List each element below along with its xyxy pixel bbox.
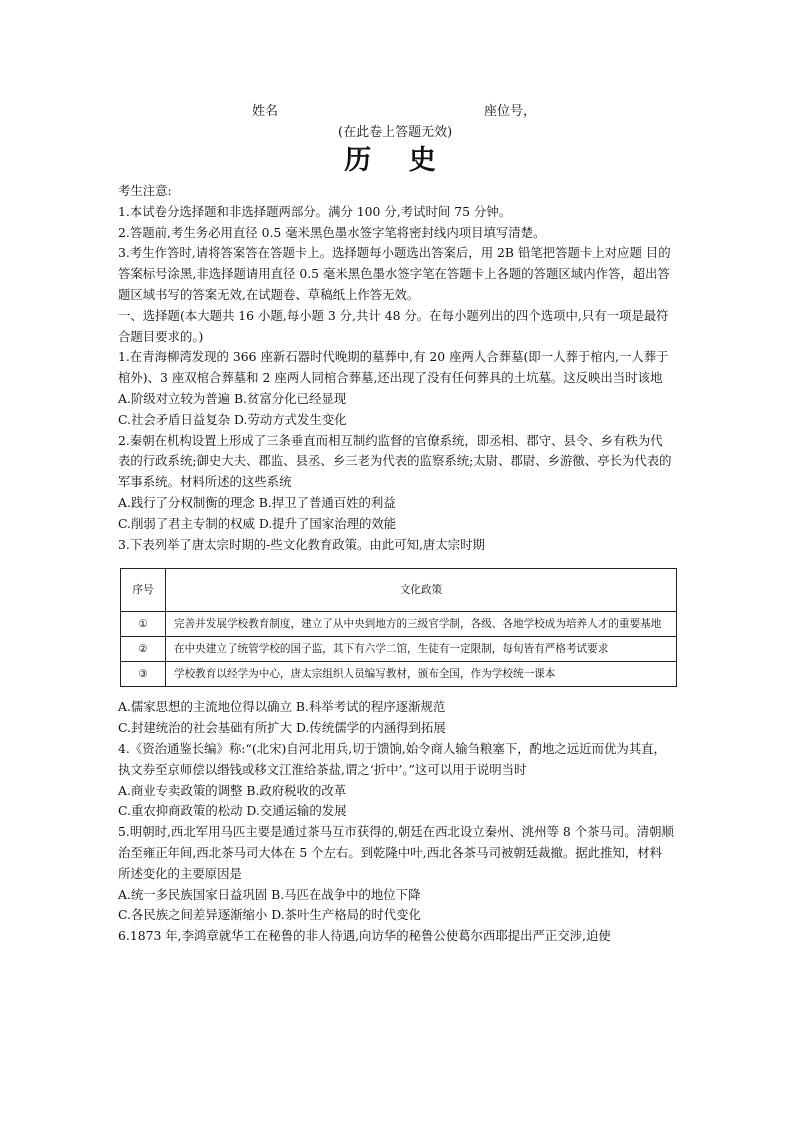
question-5-stem: 5.明朝时,西北军用马匹主要是通过茶马互市获得的,朝廷在西北设立秦州、洮州等 8 个茶马司。清朝顺治至雍正年间,西北茶马司大体在 5 个左右。到乾隆中叶,西北各茶马司被朝廷裁撤。据此推知，材料所述变化的主要原因是 xyxy=(118,824,674,881)
question-option: A.阶级对立较为普遍 B.贫富分化已经显现 xyxy=(118,390,347,406)
culture-policy-table xyxy=(120,568,677,687)
page-title: 历 史 xyxy=(344,145,450,176)
notice-item: 2.答题前,考生务必用直径 0.5 毫米黑色墨水签字笔将密封线内项目填写清楚。 xyxy=(118,224,546,240)
table-header-policy: 文化政策 xyxy=(166,569,677,612)
question-option: A.统一多民族国家日益巩固 B.马匹在战争中的地位下降 xyxy=(118,886,421,902)
question-1-stem: 1.在青海柳湾发现的 366 座新石器时代晚期的墓葬中,有 20 座两人合葬墓(即一人葬于棺内,一人葬于棺外)、3 座双棺合葬墓和 2 座两人同棺合葬墓,还出现了没有任何葬具的土坑墓。这反映出当时该地 xyxy=(118,349,669,386)
question-option: C.重农抑商政策的松动 D.交通运输的发展 xyxy=(118,803,347,819)
question-option: A.儒家思想的主流地位得以确立 B.科举考试的程序逐渐规范 xyxy=(118,699,446,715)
table-cell-seq: ② xyxy=(121,637,166,662)
question-option: C.削弱了君主专制的权威 D.提升了国家治理的效能 xyxy=(118,515,397,531)
table-cell-policy: 在中央建立了统管学校的国子监，其下有六学二馆，生徒有一定限制，每旬皆有严格考试要求 xyxy=(166,637,677,662)
table-header-row xyxy=(121,569,677,612)
name-label: 姓名 xyxy=(252,104,279,119)
seat-label: 座位号， xyxy=(484,104,537,119)
notice-heading: 考生注意: xyxy=(118,183,172,198)
answer-invalid-note: (在此卷上答题无效) xyxy=(338,125,453,140)
table-row xyxy=(121,637,677,662)
table-cell-policy: 完善并发展学校教育制度，建立了从中央到地方的三级官学制，各级、各地学校成为培养人才的重要基地 xyxy=(166,612,677,637)
table-row xyxy=(121,662,677,687)
table-cell-seq: ③ xyxy=(121,662,166,687)
question-option: A.商业专卖政策的调整 B.政府税收的改革 xyxy=(118,782,347,798)
table-header-seq: 序号 xyxy=(121,569,166,612)
question-2-stem: 2.秦朝在机构设置上形成了三条垂直而相互制约监督的官僚系统，即丞相、郡守、县令、乡有秩为代表的行政系统;御史大夫、郡监、县丞、乡三老为代表的监察系统;太尉、郡尉、乡游徼、亭长为代表的军事系统。材料所述的这些系统 xyxy=(118,432,672,490)
question-option: C.社会矛盾日益复杂 D.劳动方式发生变化 xyxy=(118,411,347,427)
question-3-stem: 3.下表列举了唐太宗时期的-些文化教育政策。由此可知,唐太宗时期 xyxy=(118,536,485,552)
exam-body xyxy=(118,181,674,947)
notice-item: 3.考生作答时,请将答案答在答题卡上。选择题每小题选出答案后，用 2B 铅笔把答题卡上对应题 目的答案标号涂黑,非选择题请用直径 0.5 毫米黑色墨水签字笔在答题卡上各题的答题区域内作答，超出答题区域书写的答案无效,在试题卷、草稿纸上作答无效。 xyxy=(118,245,671,302)
question-option: A.践行了分权制衡的理念 B.捍卫了普通百姓的利益 xyxy=(118,494,396,510)
question-6-stem: 6.1873 年,李鸿章就华工在秘鲁的非人待遇,向访华的秘鲁公使葛尔西耶提出严正交涉,迫使 xyxy=(118,928,611,944)
table-row xyxy=(121,612,677,637)
question-option: C.封建统治的社会基础有所扩大 D.传统儒学的内涵得到拓展 xyxy=(118,720,446,736)
table-cell-seq: ① xyxy=(121,612,166,637)
question-4-stem: 4.《资治通鉴长编》称:“(北宋)自河北用兵,切于馈饷,始令商人输刍粮塞下，酌地之远近而优为其直，执文券至京师偿以缗钱或移文江淮给茶盐,谓之‘折中’。”这可以用于说明当时 xyxy=(118,740,666,777)
section-heading: 一、选择题(本大题共 16 小题,每小题 3 分,共计 48 分。在每小题列出的四个选项中,只有一项是最符合题目要求的。) xyxy=(118,307,669,344)
notice-item: 1.本试卷分选择题和非选择题两部分。满分 100 分,考试时间 75 分钟。 xyxy=(118,203,512,219)
question-option: C.各民族之间差异逐渐缩小 D.茶叶生产格局的时代变化 xyxy=(118,907,421,923)
table-cell-policy: 学校教育以经学为中心，唐太宗组织人员编写教材，颁布全国，作为学校统一课本 xyxy=(166,662,677,687)
